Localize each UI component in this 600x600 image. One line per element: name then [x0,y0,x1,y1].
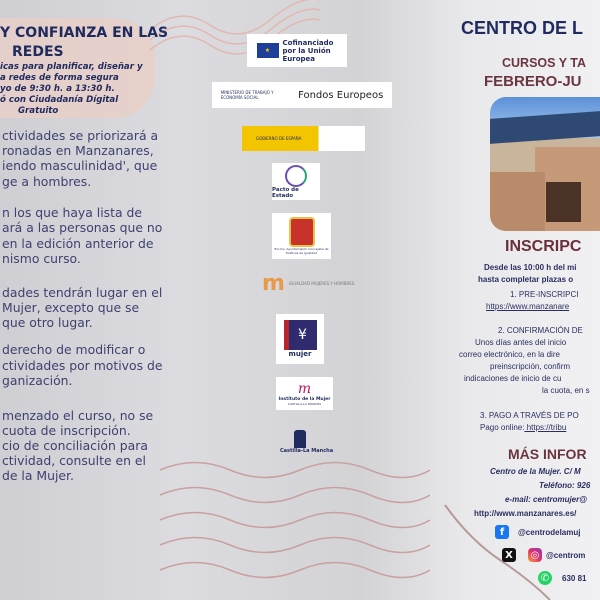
facebook-handle[interactable]: @centrodelamuj [518,528,581,537]
address: Centro de la Mujer. C/ M [490,467,581,476]
eu-logo-text: Cofinanciado por la Unión Europea [282,38,334,63]
ins-line [484,263,577,272]
condition-text-line: iendo masculinidad', que [2,158,158,173]
eu-flag-icon: ★ [257,43,279,58]
condition-text-line: dades tendrán lugar en el [2,285,163,300]
instituto-text: Instituto de la Mujer [278,397,331,402]
page-title: CENTRO DE L [461,18,584,38]
step3-prefix: Pago online: [480,423,525,432]
course-detail: icas para planificar, diseñar y [0,62,143,72]
course-detail: ó con Ciudadanía Dígital [0,95,119,105]
course-title-line: Y CONFIANZA EN LAS [0,25,169,41]
more-info-heading: MÁS INFOR [508,446,587,462]
phone: Teléfono: 926 [539,481,591,490]
fondos-text: Fondos Europeos [298,89,384,101]
email[interactable]: e-mail: centromujer@ [505,495,588,504]
step2-label: 2. CONFIRMACIÓN DE [498,326,583,335]
step2-line: indicaciones de inicio de cu [464,374,562,383]
step2-line: la cuota, en s [542,386,590,395]
instagram-icon[interactable]: ◎ [528,548,542,562]
condition-text-line: ctividad, consulte en el [2,453,146,468]
condition-text-line: ará a las personas que no [2,220,163,235]
ayto-text: Excmo. Ayuntamiento Concejalía de Políticas de Igualdad [274,247,329,255]
clm-text: Castilla-La Mancha [280,448,334,454]
instituto-sub: CASTILLA-LA MANCHA [287,402,322,406]
condition-text-line: de la Mujer. [2,468,74,483]
ins-line: hasta completar plazas o [478,275,574,284]
instituto-mujer-logo [276,377,333,410]
ayuntamiento-logo [272,213,331,259]
condition-text-line: ctividades se priorizará a [2,128,159,143]
condition-text-line: ctividades por motivos de [2,358,163,373]
instagram-handle[interactable]: @centrom [546,551,586,560]
step2-line: preinscripción, confirm [490,362,571,371]
preinscription-link[interactable]: https://www.manzanare [486,302,570,311]
eu-logo [247,34,347,67]
gobierno-logo [242,126,365,151]
ins-line-text: Desde las 10:00 h del mi [484,263,577,272]
step1-label: 1. PRE-INSCRIPCI [510,290,579,299]
condition-text-line: derecho de modificar o [2,342,146,357]
condition-text-line: menzado el curso, no se [2,408,154,423]
condition-text-line: Mujer, excepto que se [2,300,140,315]
payment-link[interactable]: https://tribu [524,423,567,432]
inscripcion-heading: INSCRIPC [505,238,582,255]
mujer-text: mujer [288,350,312,358]
condition-text-line: nismo curso. [2,251,81,266]
centro-mujer-logo [276,314,324,364]
gobierno-text: GOBIERNO DE ESPAÑA [256,136,302,141]
condition-text-line: en la edición anterior de [2,236,154,251]
payment-line [480,423,566,432]
wave-decoration-bottom [160,460,430,600]
course-detail: yo de 9:30 h. a 13:30 h. [0,84,115,94]
plan-igualdad-logo [262,271,354,296]
whatsapp-number[interactable]: 630 81 [562,574,587,583]
pacto-estado-logo [272,163,320,200]
instituto-icon: m [297,381,312,397]
condition-text-line: cuota de inscripción. [2,423,131,438]
mujer-symbol-icon: ¥ [284,320,317,350]
coat-of-arms-icon [289,217,315,247]
pacto-text: Pacto de Estado [272,186,299,199]
x-twitter-icon[interactable]: X [502,548,516,562]
ministerio-text: MINISTERIO DE TRABAJO Y ECONOMÍA SOCIAL [220,90,274,100]
step2-line: correo electrónico, en la dire [459,350,560,359]
condition-text-line: n los que haya lista de [2,205,143,220]
website-link[interactable]: http://www.manzanares.es/ [474,509,577,518]
plan-text: IGUALDAD MUJERES Y HOMBRES [288,281,355,286]
course-price: Gratuito [18,106,59,116]
ministerio-fondos-logo [212,82,392,108]
subtitle-dates: FEBRERO-JU [484,73,582,90]
building-photo [490,97,600,231]
clm-logo [280,430,334,454]
course-title-line: REDES [12,44,64,60]
condition-text-line: ganización. [2,373,73,388]
condition-text-line: ronadas en Manzanares, [2,143,154,158]
condition-text-line: ge a hombres. [2,174,92,189]
course-detail: a redes de forma segura [0,73,119,83]
pacto-icon [285,165,307,187]
step3-label: 3. PAGO A TRAVÉS DE PO [480,411,579,420]
condition-text-line: que otro lugar. [2,315,93,330]
step2-line: Unos días antes del inicio [475,338,567,347]
plan-icon: m [262,271,285,296]
castle-icon [294,430,306,448]
facebook-icon[interactable]: f [495,525,509,539]
subtitle-courses: CURSOS Y TA [502,56,587,70]
whatsapp-icon[interactable]: ✆ [538,571,552,585]
condition-text-line: cio de conciliación para [2,438,148,453]
